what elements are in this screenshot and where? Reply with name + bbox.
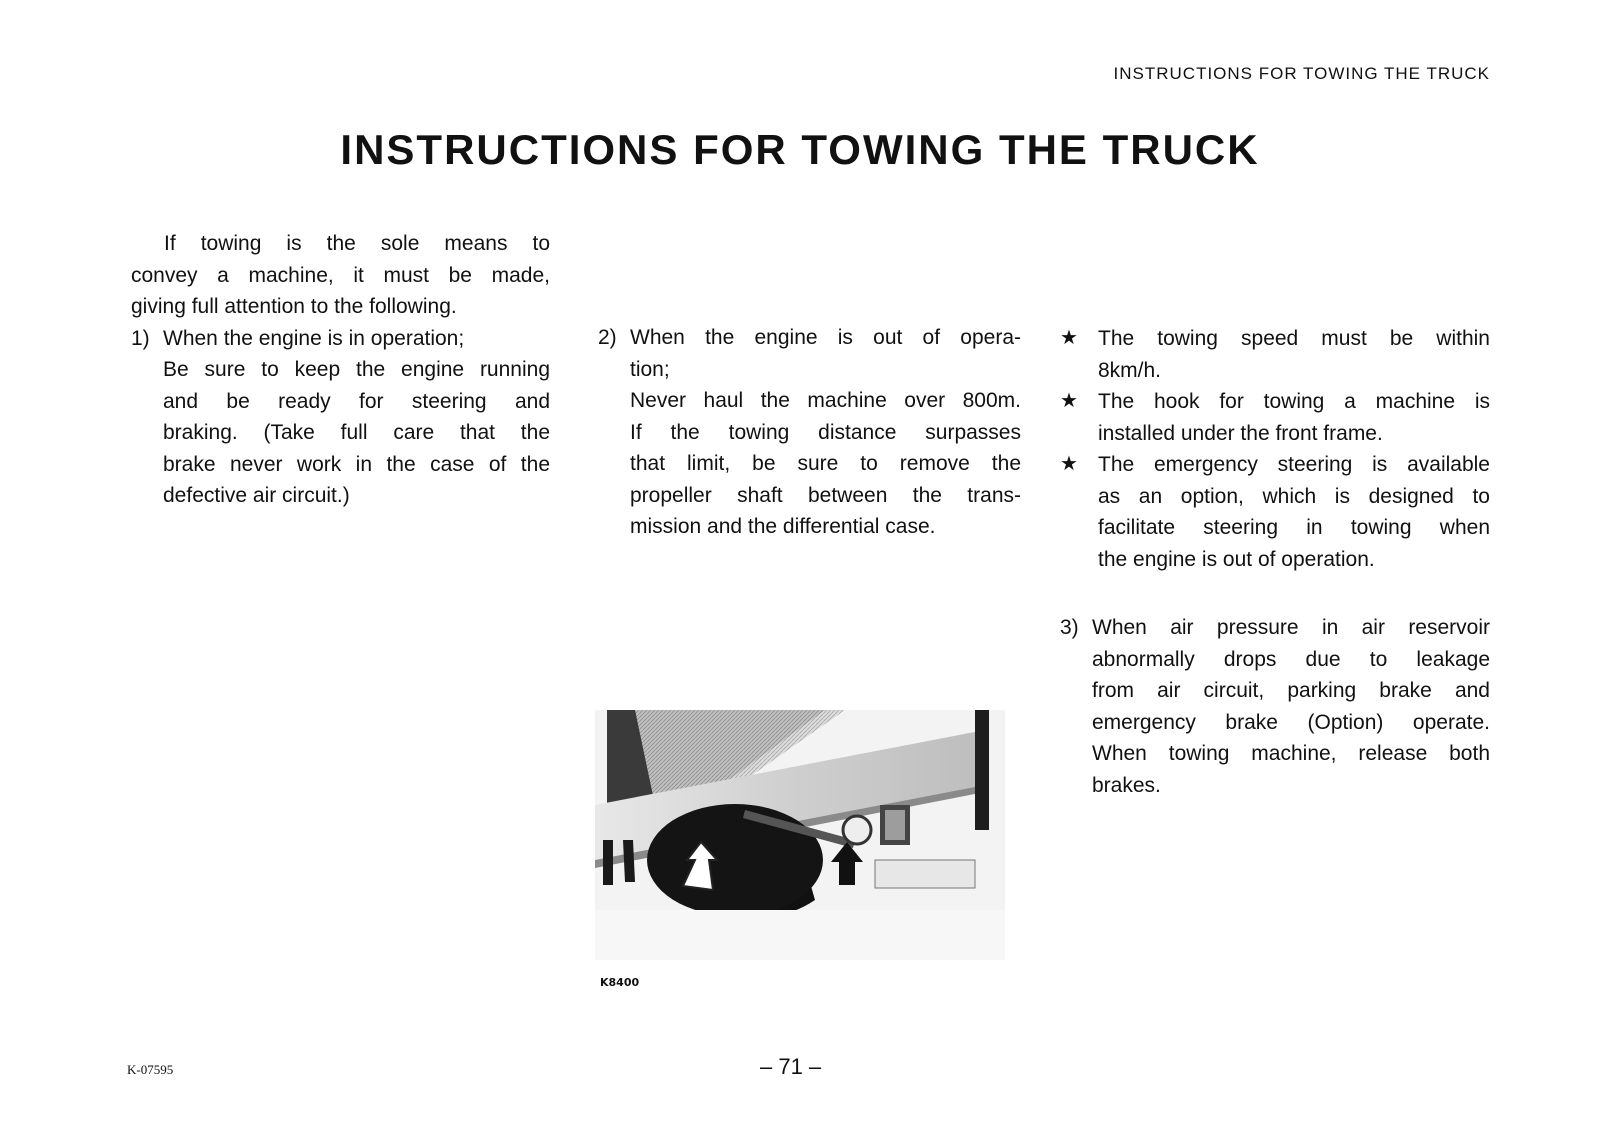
column-middle [598, 322, 1021, 543]
item-line: braking. (Take full care that the [163, 421, 550, 444]
item-heading: tion; [630, 357, 670, 381]
note-line: facilitate steering in towing when [1098, 516, 1490, 539]
note-item [1060, 449, 1490, 575]
star-icon: ★ [1060, 453, 1078, 475]
item-line: and be ready for steering and [163, 389, 550, 413]
item-line: brake never work in the case of the [163, 452, 550, 476]
intro-line: giving full attention to the following. [131, 295, 457, 318]
item-line: brakes. [1092, 773, 1161, 797]
item-heading: When the engine is out of opera- [630, 326, 1021, 349]
page-title: INSTRUCTIONS FOR TOWING THE TRUCK [340, 126, 1260, 173]
note-line: The emergency steering is available [1098, 453, 1490, 476]
item-line: If the towing distance surpasses [630, 420, 1021, 444]
item-line: from air circuit, parking brake and [1092, 679, 1490, 702]
item-line: When air pressure in air reservoir [1092, 616, 1490, 639]
page-number: – 71 – [760, 1054, 822, 1079]
item-line: Never haul the machine over 800m. [630, 389, 1021, 412]
note-line: as an option, which is designed to [1098, 484, 1490, 508]
note-item [1060, 323, 1490, 386]
running-header: INSTRUCTIONS FOR TOWING THE TRUCK [1113, 64, 1490, 83]
item-line: propeller shaft between the trans- [630, 483, 1021, 507]
item-line: Be sure to keep the engine running [163, 358, 550, 381]
item-line: that limit, be sure to remove the [630, 452, 1021, 475]
towing-hook-photo [595, 710, 1005, 960]
note-line: the engine is out of operation. [1098, 547, 1375, 571]
instruction-item-1 [131, 323, 550, 512]
item-number: 2) [598, 326, 617, 349]
document-code: K-07595 [127, 1062, 174, 1077]
instruction-item-2 [598, 322, 1021, 543]
item-line: mission and the differential case. [630, 515, 936, 538]
item-line: When towing machine, release both [1092, 742, 1490, 765]
column-right [1060, 323, 1490, 575]
item-line: defective air circuit.) [163, 484, 350, 507]
note-line: The towing speed must be within [1098, 327, 1490, 350]
column-left [131, 228, 550, 512]
note-line: The hook for towing a machine is [1098, 390, 1490, 413]
note-line: installed under the front frame. [1098, 421, 1383, 445]
star-icon: ★ [1060, 327, 1078, 349]
note-line: 8km/h. [1098, 358, 1162, 382]
photo-code: K8400 [600, 976, 640, 989]
intro-line: convey a machine, it must be made, [131, 263, 550, 287]
intro-line: If towing is the sole means to [164, 232, 550, 255]
item-number: 1) [131, 326, 150, 350]
item-heading: When the engine is in operation; [163, 326, 465, 350]
star-icon: ★ [1060, 390, 1078, 412]
note-item [1060, 386, 1490, 449]
item-line: emergency brake (Option) operate. [1092, 710, 1490, 734]
item-number: 3) [1060, 616, 1079, 639]
instruction-item-3 [1060, 612, 1490, 801]
item-line: abnormally drops due to leakage [1092, 647, 1490, 671]
